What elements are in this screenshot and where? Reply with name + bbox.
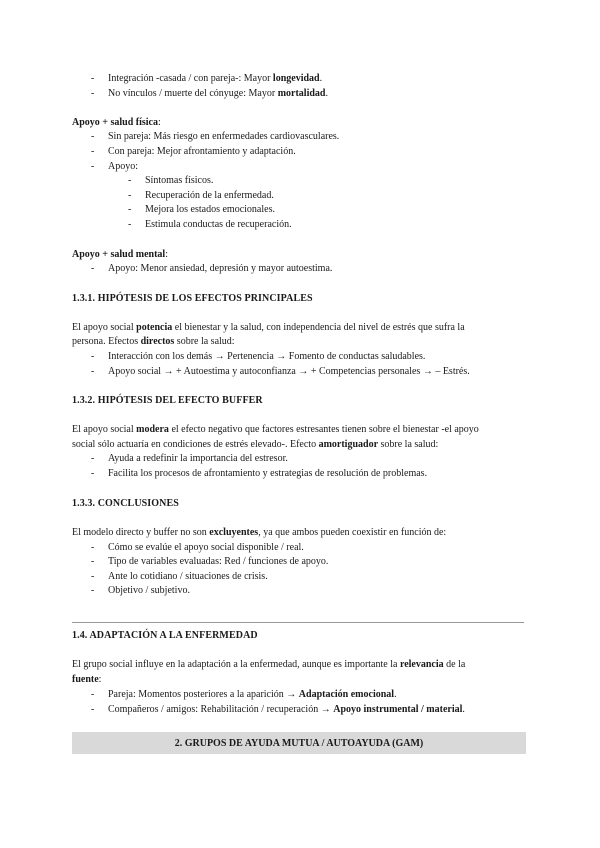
list-item: Apoyo: bbox=[108, 161, 138, 172]
bullet-dash: - bbox=[91, 366, 95, 377]
list-item: Interacción con los demás → Pertenencia → Fomento de conductas saludables. bbox=[108, 351, 426, 362]
list-item: Objetivo / subjetivo. bbox=[108, 585, 190, 596]
bullet-dash: - bbox=[91, 468, 95, 479]
section-title-1-4: 1.4. ADAPTACIÓN A LA ENFERMEDAD bbox=[72, 630, 258, 641]
list-item: Compañeros / amigos: Rehabilitación / recuperación → Apoyo instrumental / material. bbox=[108, 704, 465, 715]
sub-list-item: Síntomas físicos. bbox=[145, 175, 214, 186]
list-item: Ayuda a redefinir la importancia del estresor. bbox=[108, 453, 288, 464]
bullet-dash: - bbox=[91, 263, 95, 274]
list-item: Apoyo social → + Autoestima y autoconfianza → + Competencias personales → – Estrés. bbox=[108, 366, 470, 377]
list-item: Integración -casada / con pareja-: Mayor longevidad. bbox=[108, 73, 323, 84]
section-title-1-3-2: 1.3.2. HIPÓTESIS DEL EFECTO BUFFER bbox=[72, 395, 263, 406]
paragraph-line: El modelo directo y buffer no son excluyentes, ya que ambos pueden coexistir en función de: bbox=[72, 527, 447, 538]
list-item: Ante lo cotidiano / situaciones de crisis. bbox=[108, 571, 268, 582]
bullet-dash: - bbox=[91, 571, 95, 582]
list-item: Tipo de variables evaluadas: Red / funciones de apoyo. bbox=[108, 556, 329, 567]
list-item: Facilita los procesos de afrontamiento y estrategias de resolución de problemas. bbox=[108, 468, 428, 479]
bullet-dash: - bbox=[128, 219, 132, 230]
paragraph-line: persona. Efectos directos sobre la salud: bbox=[72, 336, 235, 347]
list-item: Con pareja: Mejor afrontamiento y adaptación. bbox=[108, 146, 296, 157]
paragraph-line: El grupo social influye en la adaptación a la enfermedad, aunque es importante la relevancia de la bbox=[72, 659, 466, 670]
bullet-dash: - bbox=[91, 88, 95, 99]
bullet-dash: - bbox=[91, 585, 95, 596]
sub-list-item: Mejora los estados emocionales. bbox=[145, 204, 275, 215]
chapter-banner-title: 2. GRUPOS DE AYUDA MUTUA / AUTOAYUDA (GAM) bbox=[174, 737, 424, 749]
section-title-1-3-1: 1.3.1. HIPÓTESIS DE LOS EFECTOS PRINCIPALES bbox=[72, 293, 313, 304]
bullet-dash: - bbox=[91, 351, 95, 362]
bullet-dash: - bbox=[91, 73, 95, 84]
paragraph-line: fuente: bbox=[72, 674, 102, 685]
sub-list-item: Recuperación de la enfermedad. bbox=[145, 190, 274, 201]
bullet-dash: - bbox=[128, 204, 132, 215]
divider bbox=[72, 622, 524, 623]
list-item: Cómo se evalúe el apoyo social disponible / real. bbox=[108, 542, 304, 553]
bullet-dash: - bbox=[91, 556, 95, 567]
subheading-salud-mental: Apoyo + salud mental: bbox=[72, 249, 168, 260]
list-item: No vínculos / muerte del cónyuge: Mayor mortalidad. bbox=[108, 88, 328, 99]
bullet-dash: - bbox=[91, 542, 95, 553]
subheading-salud-fisica: Apoyo + salud física: bbox=[72, 117, 161, 128]
list-item: Apoyo: Menor ansiedad, depresión y mayor autoestima. bbox=[108, 263, 333, 274]
sub-list-item: Estimula conductas de recuperación. bbox=[145, 219, 292, 230]
list-item: Sin pareja: Más riesgo en enfermedades cardiovasculares. bbox=[108, 131, 340, 142]
paragraph-line: social sólo actuaría en condiciones de estrés elevado-. Efecto amortiguador sobre la salud: bbox=[72, 439, 439, 450]
bullet-dash: - bbox=[91, 704, 95, 715]
paragraph-line: El apoyo social modera el efecto negativo que factores estresantes tienen sobre el bienestar -el apoyo bbox=[72, 424, 479, 435]
bullet-dash: - bbox=[91, 146, 95, 157]
bullet-dash: - bbox=[128, 190, 132, 201]
bullet-dash: - bbox=[91, 161, 95, 172]
list-item: Pareja: Momentos posteriores a la aparición → Adaptación emocional. bbox=[108, 689, 397, 700]
bullet-dash: - bbox=[91, 689, 95, 700]
paragraph-line: El apoyo social potencia el bienestar y la salud, con independencia del nivel de estrés que sufra la bbox=[72, 322, 465, 333]
section-title-1-3-3: 1.3.3. CONCLUSIONES bbox=[72, 498, 179, 509]
chapter-banner bbox=[72, 732, 526, 754]
bullet-dash: - bbox=[128, 175, 132, 186]
bullet-dash: - bbox=[91, 453, 95, 464]
bullet-dash: - bbox=[91, 131, 95, 142]
